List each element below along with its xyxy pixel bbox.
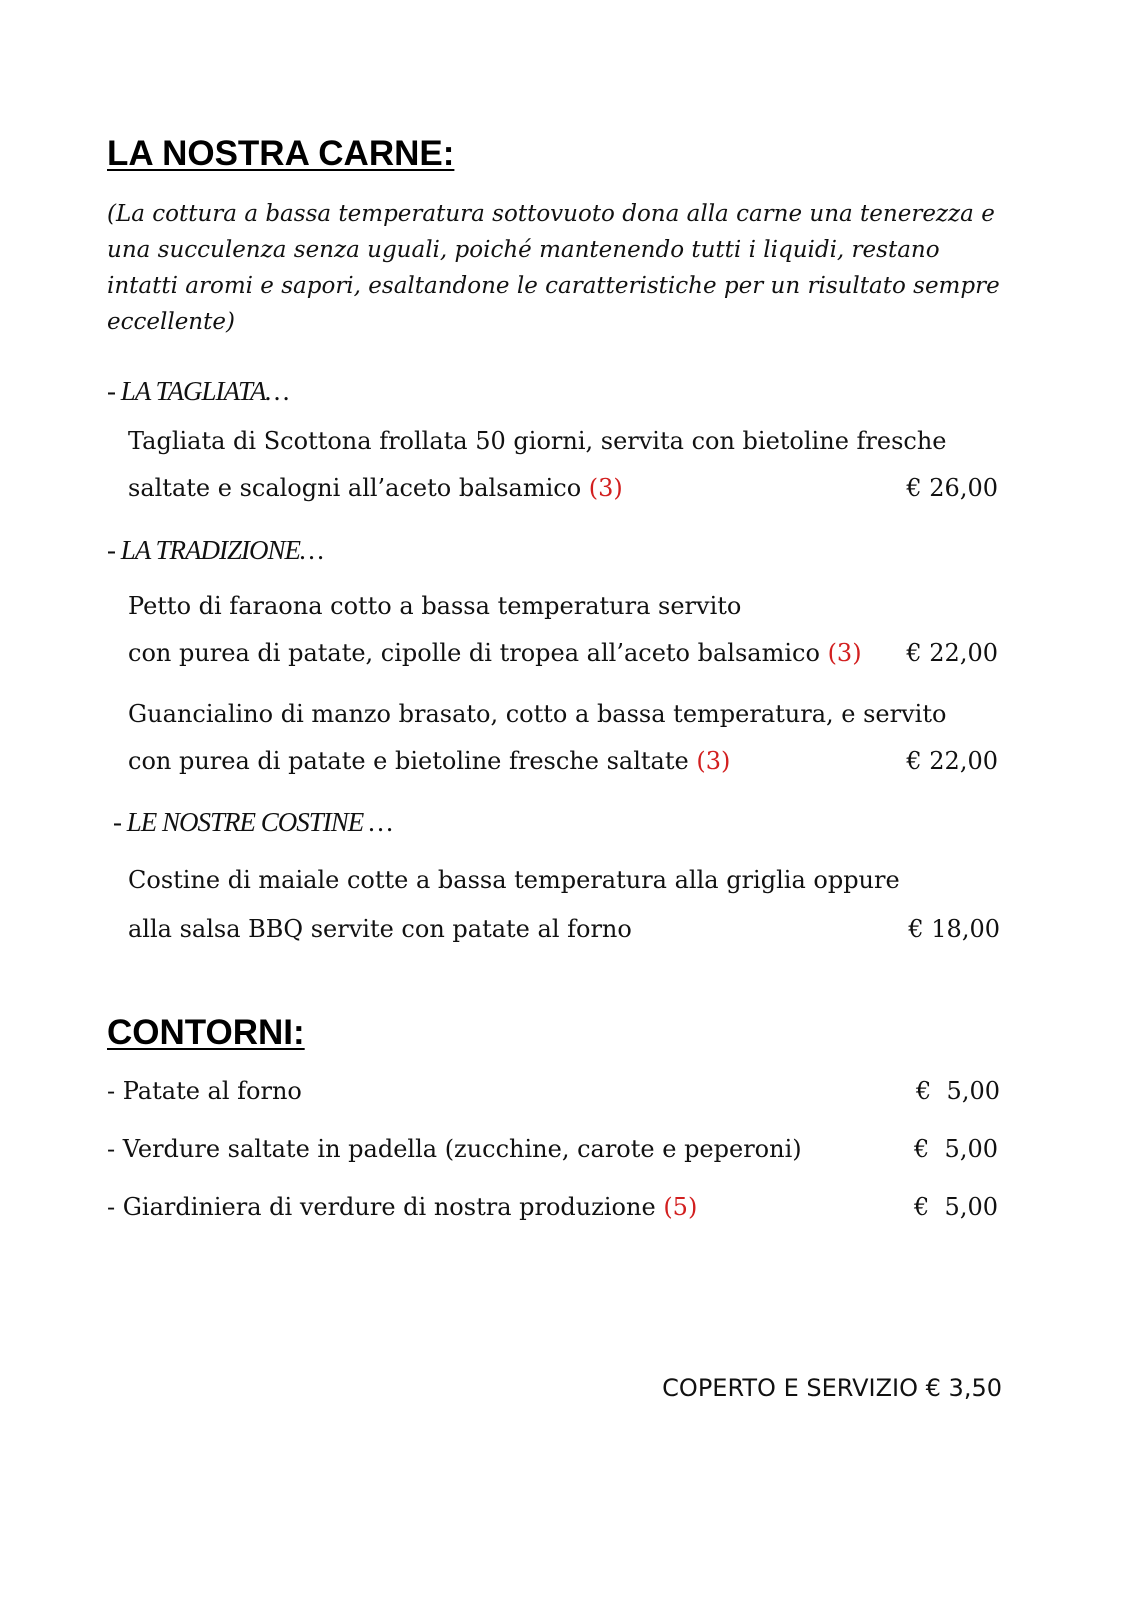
side-dish-giardiniera <box>107 1193 697 1221</box>
cooking-intro: (La cottura a bassa temperatura sottovuoto dona alla carne una tenerezza e una succulenza senza uguali, poiché mantenendo tutti i liquidi, restano intatti aromi e sapori, esaltandone le caratteristiche per un risultato sempre eccellente) <box>107 201 1000 335</box>
price-giardiniera: € 5,00 <box>914 1193 998 1221</box>
side-dish-label: - Giardiniera di verdure di nostra produzione <box>107 1193 656 1221</box>
price-costine: € 18,00 <box>908 915 1000 943</box>
allergen-tag: (5) <box>663 1193 698 1221</box>
allergen-tag: (3) <box>588 474 623 502</box>
section-heading-tagliata: - LA TAGLIATA… <box>107 376 289 406</box>
side-dish-label: - Verdure saltate in padella (zucchine, carote e peperoni) <box>107 1135 802 1163</box>
price-tagliata: € 26,00 <box>906 474 998 502</box>
menu-item-costine-line1: Costine di maiale cotte a bassa temperatura alla griglia oppure <box>128 866 900 894</box>
menu-item-tagliata-line1: Tagliata di Scottona frollata 50 giorni, servita con bietoline fresche <box>128 427 947 455</box>
side-dish-label: - Patate al forno <box>107 1077 302 1105</box>
menu-item-text: saltate e scalogni all’aceto balsamico <box>128 474 582 502</box>
allergen-tag: (3) <box>827 639 862 667</box>
price-guancialino: € 22,00 <box>906 747 998 775</box>
menu-item-costine-line2 <box>128 915 632 943</box>
menu-item-text: con purea di patate e bietoline fresche saltate <box>128 747 689 775</box>
cover-charge: COPERTO E SERVIZIO € 3,50 <box>662 1374 1002 1402</box>
section-heading-costine: - LE NOSTRE COSTINE … <box>113 807 393 837</box>
page-title-carne: LA NOSTRA CARNE: <box>107 134 455 173</box>
price-verdure: € 5,00 <box>914 1135 998 1163</box>
menu-item-tagliata-line2 <box>128 474 623 502</box>
side-dish-patate <box>107 1077 302 1105</box>
menu-item-faraona-line2 <box>128 639 862 667</box>
page-title-contorni: CONTORNI: <box>107 1013 305 1052</box>
menu-item-text: alla salsa BBQ servite con patate al forno <box>128 915 632 943</box>
menu-item-faraona-line1: Petto di faraona cotto a bassa temperatura servito <box>128 592 742 620</box>
side-dish-verdure <box>107 1135 802 1163</box>
section-heading-tradizione: - LA TRADIZIONE… <box>107 535 324 565</box>
menu-item-guancialino-line2 <box>128 747 730 775</box>
price-faraona: € 22,00 <box>906 639 998 667</box>
price-patate: € 5,00 <box>916 1077 1000 1105</box>
allergen-tag: (3) <box>696 747 731 775</box>
menu-item-guancialino-line1: Guancialino di manzo brasato, cotto a bassa temperatura, e servito <box>128 700 947 728</box>
menu-item-text: con purea di patate, cipolle di tropea all’aceto balsamico <box>128 639 820 667</box>
